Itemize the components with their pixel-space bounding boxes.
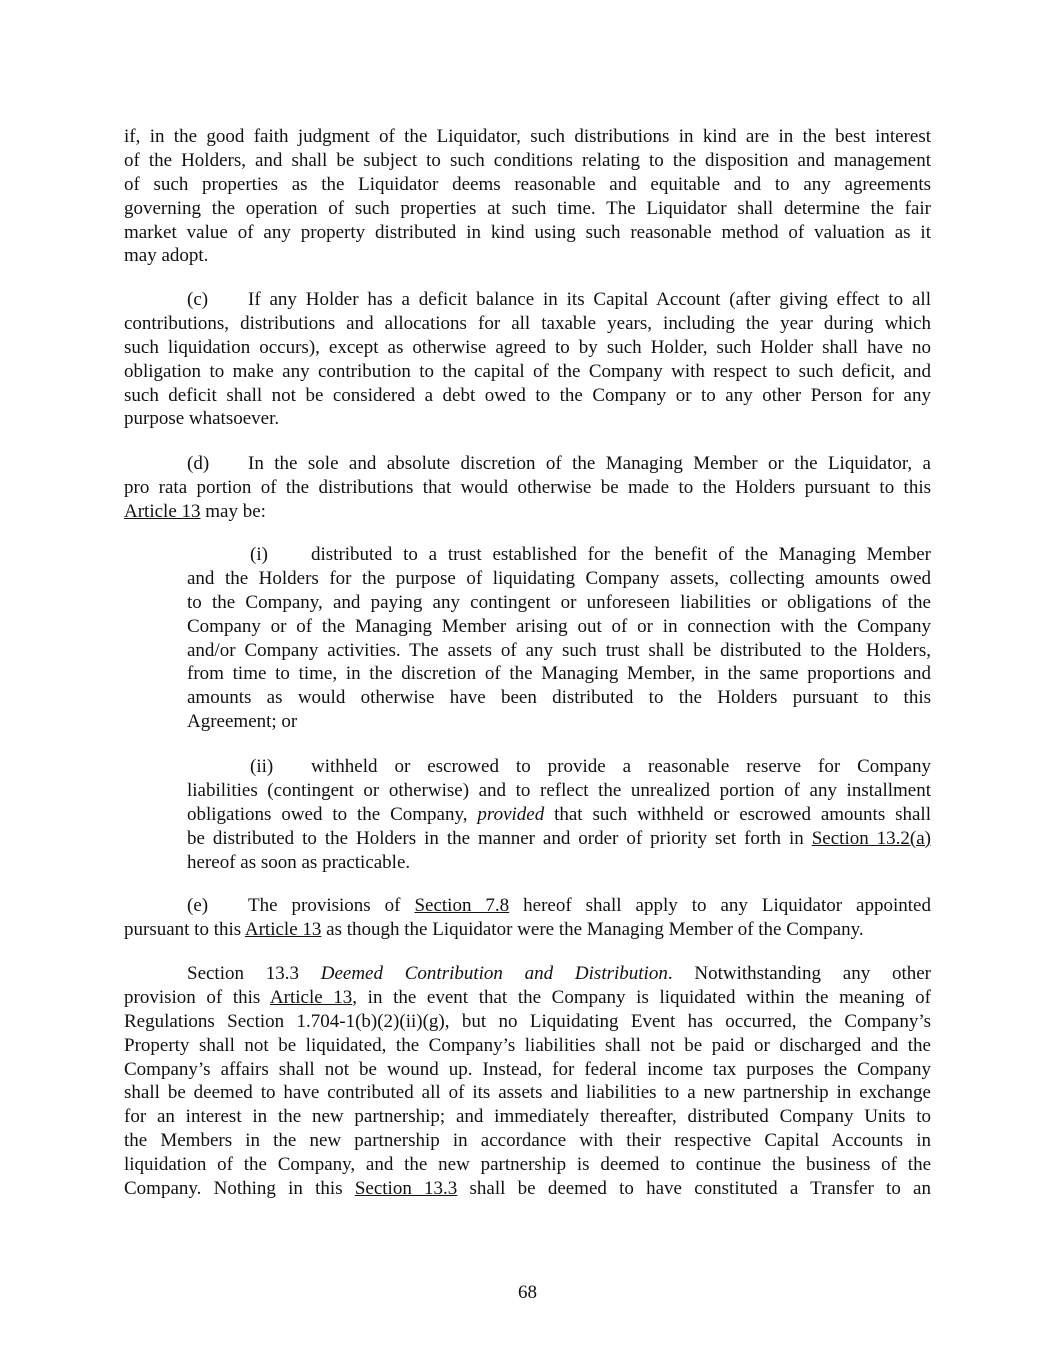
paragraph-ii-withheld xyxy=(187,755,931,874)
text-line xyxy=(124,360,931,384)
text-line xyxy=(124,1034,931,1058)
text-line xyxy=(187,615,931,639)
text-segment: Company. Nothing in this xyxy=(124,1178,355,1200)
text-segment: The provisions of xyxy=(248,895,415,916)
text-segment: Company or of the Managing Member arising out of or in connection with the Company xyxy=(187,615,931,637)
paragraph-c-deficit-balance xyxy=(124,288,931,431)
text-segment: provision of this xyxy=(124,986,270,1008)
text-line xyxy=(124,452,931,476)
text-segment: purpose whatsoever. xyxy=(124,408,280,430)
text-line xyxy=(187,543,931,567)
text-segment: obligation to make any contribution to the capital of the Company with respect to such deficit, and xyxy=(124,360,931,382)
text-segment: In the sole and absolute discretion of the Managing Member or the Liquidator, a xyxy=(248,453,931,474)
text-segment: and the Holders for the purpose of liquidating Company assets, collecting amounts owed xyxy=(187,567,931,589)
text-line xyxy=(187,567,931,591)
paragraph-d-discretion xyxy=(124,452,931,524)
text-line xyxy=(124,173,931,197)
text-line xyxy=(124,407,931,431)
text-line xyxy=(124,500,931,524)
cross-reference-link[interactable]: Article 13 xyxy=(244,918,322,940)
italic-text: Deemed Contribution and Distribution xyxy=(320,963,668,984)
text-line xyxy=(124,221,931,245)
text-segment: obligations owed to the Company, xyxy=(187,803,478,825)
text-segment: shall be deemed to have contributed all of its assets and liabilities to a new partnership in exchange xyxy=(124,1082,931,1104)
text-segment: Agreement; or xyxy=(187,711,298,733)
text-line xyxy=(124,1129,931,1153)
text-segment: as though the Liquidator were the Managing Member of the Company. xyxy=(321,918,864,940)
text-segment: that such withheld or escrowed amounts shall xyxy=(544,803,931,825)
text-line xyxy=(187,779,931,803)
text-segment: Property shall not be liquidated, the Company’s liabilities shall not be paid or discharged and the xyxy=(124,1034,931,1056)
text-line xyxy=(124,1105,931,1129)
paragraph-label: (d) xyxy=(187,453,210,474)
text-segment: and/or Company activities. The assets of any such trust shall be distributed to the Holders, xyxy=(187,639,931,661)
text-segment: may be: xyxy=(200,500,266,522)
text-line xyxy=(187,851,931,875)
text-line xyxy=(124,894,931,918)
text-segment: to the Company, and paying any contingent or unforeseen liabilities or obligations of the xyxy=(187,591,931,613)
text-segment: from time to time, in the discretion of the Managing Member, in the same proportions and xyxy=(187,663,931,685)
section-13-3-deemed-contribution xyxy=(124,962,931,1201)
text-segment: contributions, distributions and allocations for all taxable years, including the year during which xyxy=(124,312,931,334)
text-segment: liabilities (contingent or otherwise) and to reflect the unrealized portion of any installment xyxy=(187,779,931,801)
text-segment: may adopt. xyxy=(124,245,209,267)
text-line xyxy=(187,710,931,734)
text-segment: If any Holder has a deficit balance in its Capital Account (after giving effect to all xyxy=(248,289,931,310)
text-line xyxy=(124,986,931,1010)
paragraph-distributions-in-kind xyxy=(124,125,931,268)
cross-reference-link[interactable]: Section 13.3 xyxy=(354,1178,458,1200)
text-segment: withheld or escrowed to provide a reasonable reserve for Company xyxy=(311,756,931,777)
text-segment: amounts as would otherwise have been distributed to the Holders pursuant to this xyxy=(187,687,931,709)
text-segment: hereof as soon as practicable. xyxy=(187,851,411,873)
text-line xyxy=(187,755,931,779)
text-line xyxy=(124,336,931,360)
text-line xyxy=(124,918,931,942)
text-segment: Section 13.3 xyxy=(187,963,321,984)
text-line xyxy=(187,686,931,710)
text-segment: be distributed to the Holders in the manner and order of priority set forth in xyxy=(187,827,812,849)
text-segment: Regulations Section 1.704-1(b)(2)(ii)(g), but no Liquidating Event has occurred, the Company’s xyxy=(124,1010,931,1032)
cross-reference-link[interactable]: Section 13.2(a) xyxy=(811,827,932,849)
text-segment: . Notwithstanding any other xyxy=(667,963,931,984)
text-segment: Company’s affairs shall not be wound up. Instead, for federal income tax purposes the Company xyxy=(124,1058,931,1080)
text-line xyxy=(187,662,931,686)
text-line xyxy=(124,476,931,500)
text-line xyxy=(187,803,931,827)
paragraph-label: (ii) xyxy=(250,756,274,777)
text-line xyxy=(124,312,931,336)
paragraph-label: (i) xyxy=(250,544,268,565)
text-segment: hereof shall apply to any Liquidator appointed xyxy=(509,895,931,916)
text-line xyxy=(187,591,931,615)
text-segment: distributed to a trust established for the benefit of the Managing Member xyxy=(311,544,931,565)
text-line xyxy=(124,1081,931,1105)
italic-text: provided xyxy=(477,803,545,825)
text-segment: , in the event that the Company is liquidated within the meaning of xyxy=(352,986,931,1008)
text-segment: such liquidation occurs), except as otherwise agreed to by such Holder, such Holder shall have no xyxy=(124,336,931,358)
text-line xyxy=(124,197,931,221)
text-segment: market value of any property distributed in kind using such reasonable method of valuation as it xyxy=(124,221,931,243)
text-line xyxy=(124,288,931,312)
text-line xyxy=(124,1177,931,1201)
text-line xyxy=(124,1153,931,1177)
text-line xyxy=(124,384,931,408)
text-line xyxy=(124,962,931,986)
paragraph-e-provisions xyxy=(124,894,931,942)
cross-reference-link[interactable]: Section 7.8 xyxy=(414,895,510,916)
text-segment: governing the operation of such properties at such time. The Liquidator shall determine the fair xyxy=(124,197,931,219)
text-line xyxy=(124,1058,931,1082)
text-segment: liquidation of the Company, and the new partnership is deemed to continue the business of the xyxy=(124,1154,931,1176)
cross-reference-link[interactable]: Article 13 xyxy=(124,500,201,522)
text-line xyxy=(124,125,931,149)
text-segment: if, in the good faith judgment of the Liquidator, such distributions in kind are in the best interest xyxy=(124,126,931,147)
text-segment: of the Holders, and shall be subject to such conditions relating to the disposition and management xyxy=(124,149,931,171)
paragraph-label: (e) xyxy=(187,895,209,916)
cross-reference-link[interactable]: Article 13 xyxy=(269,986,353,1008)
paragraph-label: (c) xyxy=(187,289,209,310)
text-line xyxy=(187,827,931,851)
paragraph-i-trust xyxy=(187,543,931,734)
text-segment: the Members in the new partnership in accordance with their respective Capital Accounts in xyxy=(124,1130,931,1152)
text-line xyxy=(187,639,931,663)
text-line xyxy=(124,244,931,268)
text-segment: pursuant to this xyxy=(124,918,245,940)
text-segment: of such properties as the Liquidator deems reasonable and equitable and to any agreements xyxy=(124,173,931,195)
text-segment: for an interest in the new partnership; and immediately thereafter, distributed Company Units to xyxy=(124,1106,931,1128)
text-segment: pro rata portion of the distributions that would otherwise be made to the Holders pursuant to this xyxy=(124,476,931,498)
text-segment: shall be deemed to have constituted a Transfer to an xyxy=(457,1178,931,1200)
text-segment: such deficit shall not be considered a debt owed to the Company or to any other Person for any xyxy=(124,384,931,406)
text-line xyxy=(124,149,931,173)
text-line xyxy=(124,1010,931,1034)
page-number: 68 xyxy=(518,1282,537,1303)
